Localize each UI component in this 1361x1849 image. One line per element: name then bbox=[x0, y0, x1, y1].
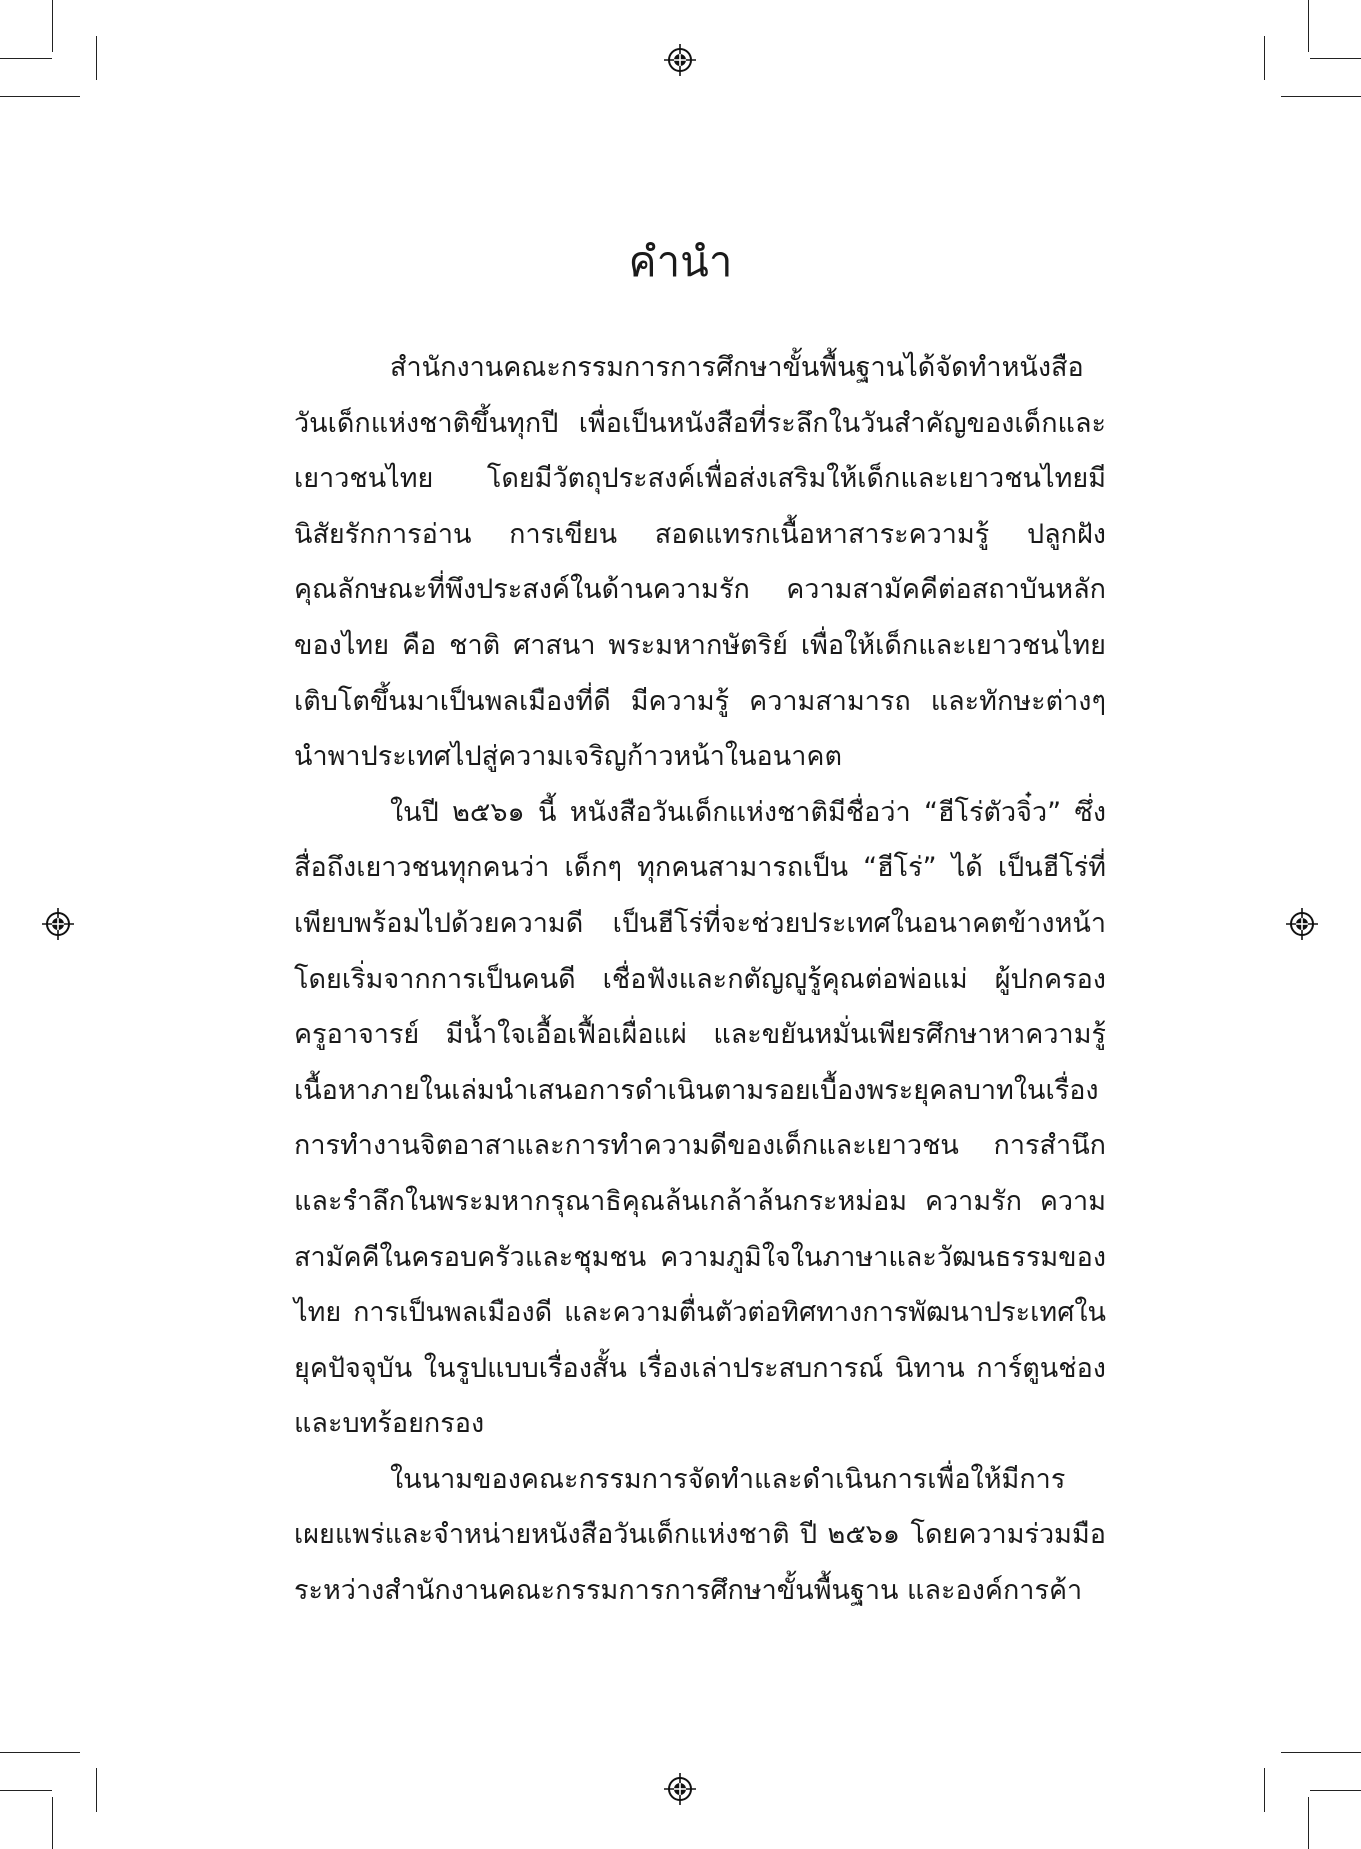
crop-mark bbox=[1281, 1752, 1361, 1753]
paragraph: ในปี ๒๕๖๑ นี้ หนังสือวันเด็กแห่งชาติมีชื่อว่า “ฮีโร่ตัวจิ๋ว” ซึ่งสื่อถึงเยาวชนทุกคนว่า เด็กๆ ทุกคนสามารถเป็น “ฮีโร่” ได้ เป็นฮีโร่ที่เพียบพร้อมไปด้วยความดี เป็นฮีโร่ที่จะช่วยประเทศในอนาคตข้างหน้า โดยเริ่มจากการเป็นคนดี เชื่อฟังและกตัญญูรู้คุณต่อพ่อแม่ ผู้ปกครอง ครูอาจารย์ มีน้ำใจเอื้อเฟื้อเผื่อแผ่ และขยันหมั่นเพียรศึกษาหาความรู้ เนื้อหาภายในเล่มนำเสนอการดำเนินตามรอยเบื้องพระยุคลบาทในเรื่องการทำงานจิตอาสาและการทำความดีของเด็กและเยาวชน การสำนึกและรำลึกในพระมหากรุณาธิคุณล้นเกล้าล้นกระหม่อม ความรัก ความสามัคคีในครอบครัวและชุมชน ความภูมิใจในภาษาและวัฒนธรรมของไทย การเป็นพลเมืองดี และความตื่นตัวต่อทิศทางการพัฒนาประเทศในยุคปัจจุบัน ในรูปแบบเรื่องสั้น เรื่องเล่าประสบการณ์ นิทาน การ์ตูนช่อง และบทร้อยกรอง bbox=[294, 796, 1106, 1440]
crop-mark bbox=[1310, 1790, 1361, 1791]
paragraph: สำนักงานคณะกรรมการการศึกษาขั้นพื้นฐานได้จัดทำหนังสือวันเด็กแห่งชาติขึ้นทุกปี เพื่อเป็นหนังสือที่ระลึกในวันสำคัญของเด็กและเยาวชนไทย โดยมีวัตถุประสงค์เพื่อส่งเสริมให้เด็กและเยาวชนไทยมีนิสัยรักการอ่าน การเขียน สอดแทรกเนื้อหาสาระความรู้ ปลูกฝังคุณลักษณะที่พึงประสงค์ในด้านความรัก ความสามัคคีต่อสถาบันหลักของไทย คือ ชาติ ศาสนา พระมหากษัตริย์ เพื่อให้เด็กและเยาวชนไทยเติบโตขึ้นมาเป็นพลเมืองที่ดี มีความรู้ ความสามารถ และทักษะต่างๆ นำพาประเทศไปสู่ความเจริญก้าวหน้าในอนาคต bbox=[294, 352, 1106, 773]
crop-mark bbox=[1310, 58, 1361, 59]
paragraph: ในนามของคณะกรรมการจัดทำและดำเนินการเพื่อให้มีการเผยแพร่และจำหน่ายหนังสือวันเด็กแห่งชาติ ปี ๒๕๖๑ โดยความร่วมมือระหว่างสำนักงานคณะกรรมการการศึกษาขั้นพื้นฐาน และองค์การค้า bbox=[294, 1463, 1106, 1607]
crop-mark bbox=[0, 1752, 80, 1753]
crop-mark bbox=[0, 96, 80, 97]
crop-mark bbox=[1264, 1768, 1265, 1812]
crop-mark bbox=[1308, 0, 1309, 52]
crop-mark bbox=[0, 1790, 52, 1791]
registration-crosshair-icon bbox=[664, 44, 696, 76]
crop-mark bbox=[96, 36, 97, 80]
document-body bbox=[294, 340, 1106, 1619]
page-title: คำนำ bbox=[628, 237, 733, 286]
crop-mark bbox=[1308, 1797, 1309, 1849]
registration-crosshair-icon bbox=[42, 908, 74, 940]
crop-mark bbox=[0, 58, 52, 59]
registration-crosshair-icon bbox=[664, 1773, 696, 1805]
crop-mark bbox=[52, 0, 53, 52]
registration-crosshair-icon bbox=[1286, 908, 1318, 940]
crop-mark bbox=[96, 1768, 97, 1812]
crop-mark bbox=[52, 1797, 53, 1849]
crop-mark bbox=[1281, 96, 1361, 97]
crop-mark bbox=[1264, 36, 1265, 80]
